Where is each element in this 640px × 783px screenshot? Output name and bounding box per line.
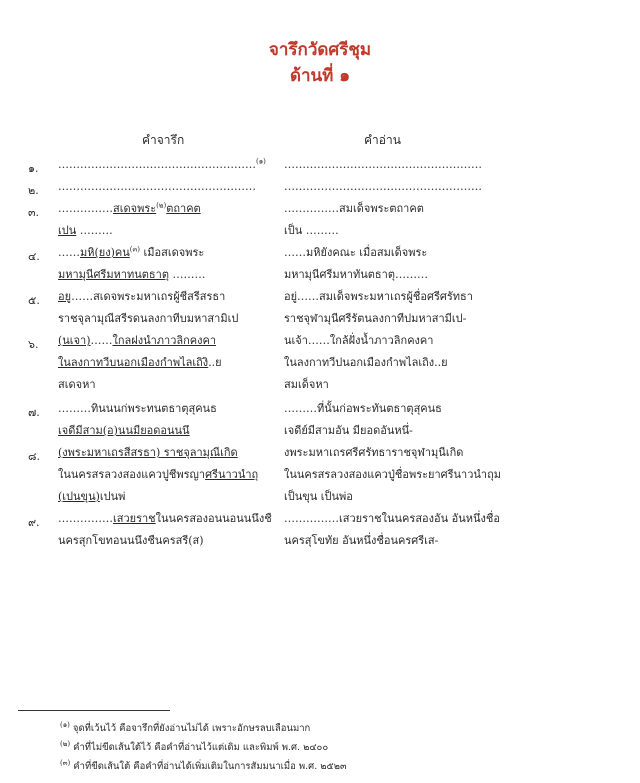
inscription-text — [58, 242, 205, 286]
text-line — [284, 398, 442, 420]
footnote-text: คำที่ไม่ขีดเส้นใต้ไว้ คือคำที่อ่านไว้แต่เดิม และพิมพ์ พ.ศ. ๒๔๐๐ — [70, 742, 329, 753]
text-line — [58, 198, 201, 220]
text-segment: งพระมหาเถรศรีศรัทธาราชจุฬามุนีเกิด — [284, 446, 464, 459]
text-segment: ราชจุลามุณีสรีรดนลงกาทีบมหาสามิเป — [58, 312, 239, 325]
text-segment: ศรีนาวนำถุ — [205, 468, 259, 481]
text-segment: ……………เสวยราชในนครสองอัน อันหนึ่งชื่อ — [284, 512, 500, 525]
text-segment: นเจ้า……ใกล้ฝั่งน้ำภาวลิกคงคา — [284, 334, 434, 347]
text-segment: ในนครสรลวงสองแควปูชีพรญา — [58, 468, 206, 481]
reading-text — [284, 330, 448, 396]
text-line — [284, 286, 473, 308]
text-line — [58, 486, 258, 508]
text-segment: (เปนขุน) — [58, 490, 100, 503]
text-segment: ……………………………………………… — [284, 180, 482, 193]
text-line — [284, 352, 448, 374]
text-segment: เป็น ……… — [284, 224, 339, 237]
text-line — [284, 198, 424, 220]
reading-text — [284, 154, 482, 176]
reading-text — [284, 508, 500, 552]
text-line — [284, 330, 448, 352]
reading-text — [284, 398, 442, 442]
text-line — [58, 220, 201, 242]
text-segment: ……………สมเด็จพระตถาคต — [284, 202, 424, 215]
footnote — [60, 759, 346, 774]
text-line — [58, 398, 217, 420]
text-segment: มหิ(ยง)คน — [80, 246, 130, 259]
inscription-text — [58, 442, 258, 508]
text-segment: ในนครสรลวงสองแควปู่ชื่อพระยาศรีนาวนำถุม — [284, 468, 502, 481]
text-segment: …………… — [58, 202, 113, 215]
inscription-text — [58, 286, 238, 330]
text-line — [284, 176, 482, 198]
text-line — [58, 420, 217, 442]
footnote-ref: (๑) — [256, 157, 266, 166]
text-line — [58, 154, 266, 176]
text-line — [284, 530, 500, 552]
text-segment: เปน — [58, 224, 77, 237]
text-segment: สมเด็จหา — [284, 378, 329, 391]
footnote — [60, 740, 328, 755]
text-segment: (งพระมหาเถรสีสรธา) — [58, 446, 161, 459]
column-header-reading: คำอ่าน — [364, 133, 401, 147]
text-segment: ………ทินนนก่พระทนตธาตุสุคนธ — [58, 402, 217, 415]
text-segment: (นเจา) — [58, 334, 91, 347]
text-line — [58, 374, 222, 396]
text-line — [284, 242, 428, 264]
text-segment: ……………………………………………… — [284, 158, 482, 171]
text-line — [58, 508, 272, 530]
text-segment: สเดจพระ — [113, 202, 157, 215]
row-number: ๘. — [28, 450, 40, 463]
text-segment: สเดจหา — [58, 378, 96, 391]
inscription-text — [58, 154, 266, 176]
text-line — [284, 308, 473, 330]
footnote-text: จุดที่เว้นไว้ คือจารึกที่ยังอ่านไม่ได้ เพราะอักษรลบเลือนมาก — [69, 723, 311, 734]
text-line — [58, 308, 238, 330]
reading-text — [284, 176, 482, 198]
text-segment: ิ..ย — [208, 356, 222, 369]
text-segment: เมือสเดจพระ — [140, 246, 205, 259]
text-line — [58, 264, 205, 286]
text-line — [284, 442, 501, 464]
text-line — [284, 154, 482, 176]
text-line — [58, 442, 258, 464]
text-segment: …………… — [58, 512, 113, 525]
reading-text — [284, 198, 424, 242]
text-segment: ……มหิยังคณะ เมื่อสมเด็จพระ — [284, 246, 428, 259]
row-number: ๔. — [28, 250, 40, 263]
row-number: ๓. — [28, 206, 40, 219]
text-line — [58, 242, 205, 264]
text-segment: …… — [90, 334, 113, 347]
inscription-text — [58, 198, 201, 242]
text-line — [284, 374, 448, 396]
text-segment: …… — [58, 246, 80, 259]
text-segment: ……………………………………………… — [58, 158, 256, 171]
footnote-ref: (๒) — [156, 201, 167, 210]
footnote-mark: (๒) — [60, 739, 71, 748]
inscription-text — [58, 330, 222, 396]
text-line — [58, 330, 222, 352]
text-segment: อยู — [58, 290, 72, 303]
footnote-text: คำที่ขีดเส้นใต้ คือคำที่อ่านได้เพิ่มเติมในการสัมมนาเมื่อ พ.ศ. ๒๕๒๓ — [70, 761, 347, 772]
text-segment: เจดีย์มีสามอัน มียอดอันหนึ่- — [284, 424, 413, 437]
footnote-ref: (๓) — [129, 245, 141, 254]
column-header-inscription: คำจารึก — [142, 133, 185, 147]
text-segment: ……………………………………………… — [58, 180, 256, 193]
text-segment: มหามุนีศรีมหาทนตธาตุ — [58, 268, 169, 281]
text-segment: ในลงกาทวีปนอกเมืองกำพไลเถิง..ย — [284, 356, 448, 369]
inscription-text — [58, 398, 217, 442]
row-number: ๒. — [28, 184, 39, 197]
text-line — [284, 420, 442, 442]
footnote — [60, 721, 310, 736]
text-segment: ………ที่นั้นก่อพระทันตธาตุสุคนธ — [284, 402, 442, 415]
row-number: ๑. — [28, 162, 39, 175]
text-segment: ในนครสองอนนอนนนึงชื — [155, 512, 272, 525]
row-number: ๗. — [28, 406, 40, 419]
inscription-text — [58, 176, 256, 198]
page-title: จารึกวัดศรีชุม — [268, 40, 372, 60]
row-number: ๙. — [28, 516, 40, 529]
footnote-mark: (๑) — [60, 720, 70, 729]
text-line — [284, 508, 500, 530]
footnote-mark: (๓) — [60, 758, 71, 767]
text-line — [58, 286, 238, 308]
text-segment: ในลงกาทวีบนอกเมืองกําพไลเถิง — [58, 356, 209, 369]
text-line — [284, 264, 428, 286]
footnote-divider — [18, 710, 170, 711]
text-segment: นครสุโขทัย อันหนึ่งชื่อนครศรีเส- — [284, 534, 439, 547]
text-segment: ……… — [76, 224, 113, 237]
text-segment: ใกลฝงนําภาวลิกคงคา — [112, 334, 217, 347]
page-subtitle: ด้านที่ ๑ — [289, 66, 351, 86]
inscription-text — [58, 508, 272, 552]
text-line — [284, 486, 501, 508]
text-line — [58, 352, 222, 374]
text-segment: เจดีมีสาม(อ)นนมียอดอนนนึ — [58, 424, 190, 437]
text-segment: เปนพ่ — [99, 490, 126, 503]
text-line — [58, 530, 272, 552]
row-number: ๕. — [28, 294, 40, 307]
text-segment: เป็นขุน เป็นพ่อ — [284, 490, 353, 503]
text-segment: เสวยราช — [113, 512, 156, 525]
text-segment: ตถาคต — [166, 202, 201, 215]
reading-text — [284, 442, 501, 508]
text-segment: ราชจุฬามุนีศรีรัตนลงกาทีปมหาสามีเป- — [284, 312, 467, 325]
reading-text — [284, 286, 473, 330]
text-segment: มหามุนีศรีมหาทันตธาตุ……… — [284, 268, 428, 281]
reading-text — [284, 242, 428, 286]
text-line — [284, 464, 501, 486]
text-line — [284, 220, 424, 242]
text-segment: ……… — [168, 268, 206, 281]
row-number: ๖. — [28, 338, 39, 351]
text-segment: นครสุกโขทอนนนึงชืนครสรี(ส) — [58, 534, 204, 547]
text-line — [58, 176, 256, 198]
text-segment: ราชจุลามุณีเกิด — [160, 446, 238, 459]
text-line — [58, 464, 258, 486]
text-segment: อยู่……สมเด็จพระมหาเถรผู้ชื่อศรีศรัทธา — [284, 290, 473, 303]
text-segment: ……สเดจพระมหาเถรผู้ชีสรีสรธา — [71, 290, 226, 303]
